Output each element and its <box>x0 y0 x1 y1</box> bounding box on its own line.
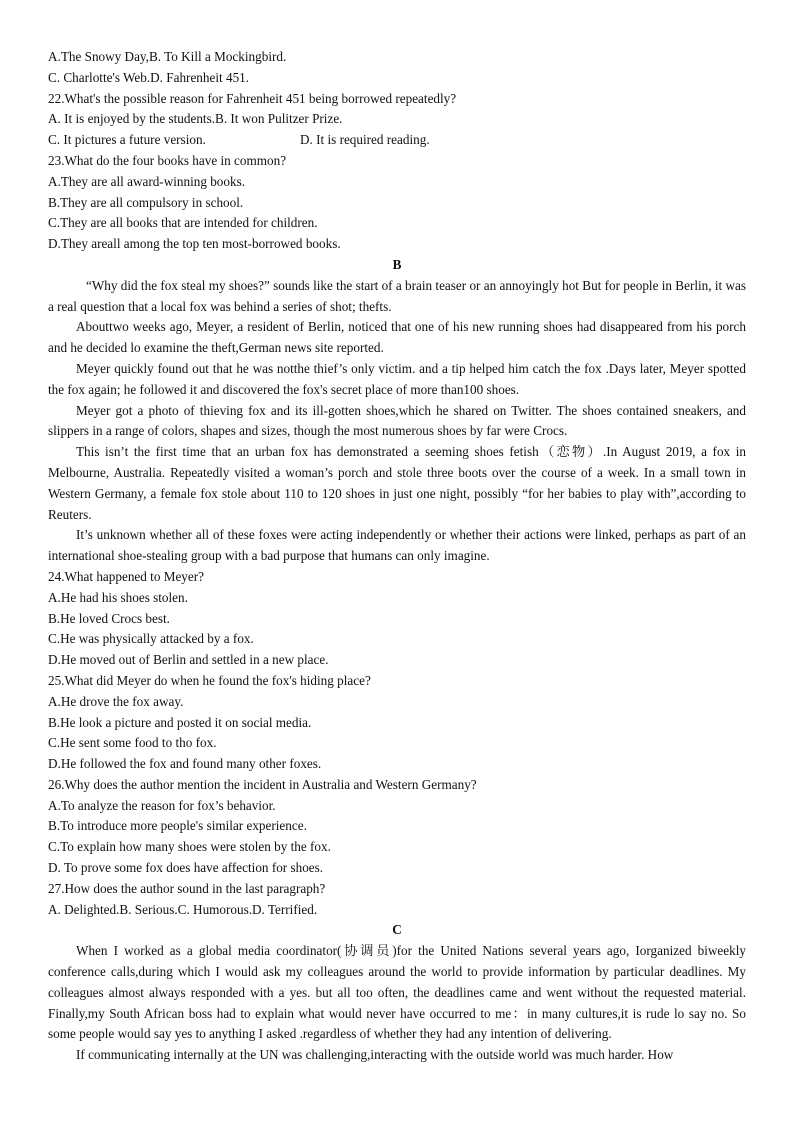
section-b-paragraph-2: Abouttwo weeks ago, Meyer, a resident of Berlin, noticed that one of his new running shoes had disappeared from his porch and he decided lo examine the theft,German news site reported. <box>48 319 746 356</box>
section-b-paragraph-6: It’s unknown whether all of these foxes were acting independently or whether their actions were linked, perhaps as part of an international shoe-stealing group with a bad purpose that humans can only imagine. <box>48 527 746 564</box>
section-c-paragraph-1: When I worked as a global media coordinator(协调员)for the United Nations several years ago, Iorganized biweekly conference calls,during which I would ask my colleagues around the world to provide information by particular deadlines. My colleagues almost always responded with a yes. but all too often, the deadlines came and went without the requested material. Finally,my South African boss had to explain what would never have occurred to me：in many cultures,it is rude lo say no. So some people would say yes to anything I asked .regardless of whether they had any intention of delivering. <box>48 943 746 1042</box>
q26-option-d: D. To prove some fox does have affection for shoes. <box>48 860 324 876</box>
section-c-paragraph-2: If communicating internally at the UN was challenging,interacting with the outside world was much harder. How <box>76 1047 674 1063</box>
q26-question: 26.Why does the author mention the incident in Australia and Western Germany? <box>48 776 477 792</box>
q24-option-c: C.He was physically attacked by a fox. <box>48 631 254 647</box>
q26-option-c: C.To explain how many shoes were stolen by the fox. <box>48 839 331 855</box>
q22-options-ab: A. It is enjoyed by the students.B. It won Pulitzer Prize. <box>48 111 343 127</box>
q24-option-b: B.He loved Crocs best. <box>48 610 170 626</box>
section-c-heading: C <box>392 922 402 938</box>
section-b-paragraph-1: “Why did the fox steal my shoes?” sounds like the start of a brain teaser or an annoyingly hot But for people in Berlin, it was a real question that a local fox was behind a series of shot; thefts. <box>48 277 746 314</box>
section-b-paragraph-5: This isn’t the first time that an urban fox has demonstrated a seeming shoes fetish（恋物）.In August 2019, a fox in Melbourne, Australia. Repeatedly visited a woman’s porch and stole three boots over the course of a week. In a small town in Western Germany, a female fox stole about 110 to 120 shoes in just one night, possibly “for her babies to play with”,according to Reuters. <box>48 444 746 522</box>
exam-page <box>48 47 746 1066</box>
q22-option-d: D. It is required reading. <box>300 132 430 148</box>
q26-option-b: B.To introduce more people's similar experience. <box>48 818 307 834</box>
q22-question: 22.What's the possible reason for Fahrenheit 451 being borrowed repeatedly? <box>48 90 457 106</box>
q23-option-c: C.They are all books that are intended for children. <box>48 215 318 231</box>
q21-options-cd: C. Charlotte's Web.D. Fahrenheit 451. <box>48 69 250 85</box>
q25-question: 25.What did Meyer do when he found the fox's hiding place? <box>48 672 371 688</box>
q22-option-c: C. It pictures a future version. <box>48 132 206 148</box>
q25-option-b: B.He look a picture and posted it on social media. <box>48 714 312 730</box>
q27-question: 27.How does the author sound in the last paragraph? <box>48 880 326 896</box>
q21-options-ab: A.The Snowy Day,B. To Kill a Mockingbird. <box>48 49 287 64</box>
q24-option-a: A.He had his shoes stolen. <box>48 589 188 605</box>
q26-option-a: A.To analyze the reason for fox’s behavior. <box>48 797 276 813</box>
q24-option-d: D.He moved out of Berlin and settled in a new place. <box>48 652 329 668</box>
section-b-paragraph-4: Meyer got a photo of thieving fox and its ill-gotten shoes,which he shared on Twitter. The shoes contained sneakers, and slippers in a range of colors, shapes and sizes, though the most numerous shoes by far were Crocs. <box>48 402 746 439</box>
q25-option-d: D.He followed the fox and found many other foxes. <box>48 756 322 772</box>
q23-question: 23.What do the four books have in common? <box>48 152 287 168</box>
q25-option-a: A.He drove the fox away. <box>48 693 184 709</box>
q23-option-a: A.They are all award-winning books. <box>48 173 246 189</box>
section-b-paragraph-3: Meyer quickly found out that he was notthe thief’s only victim. and a tip helped him catch the fox .Days later, Meyer spotted the fox again; he followed it and discovered the fox's secret place of more than100 shoes. <box>48 360 746 397</box>
q22-options-cd <box>48 130 746 151</box>
q25-option-c: C.He sent some food to tho fox. <box>48 735 217 751</box>
q24-question: 24.What happened to Meyer? <box>48 568 204 584</box>
q27-options: A. Delighted.B. Serious.C. Humorous.D. Terrified. <box>48 901 318 917</box>
q23-option-b: B.They are all compulsory in school. <box>48 194 244 210</box>
section-b-heading: B <box>392 256 402 272</box>
q23-option-d: D.They areall among the top ten most-borrowed books. <box>48 236 341 252</box>
